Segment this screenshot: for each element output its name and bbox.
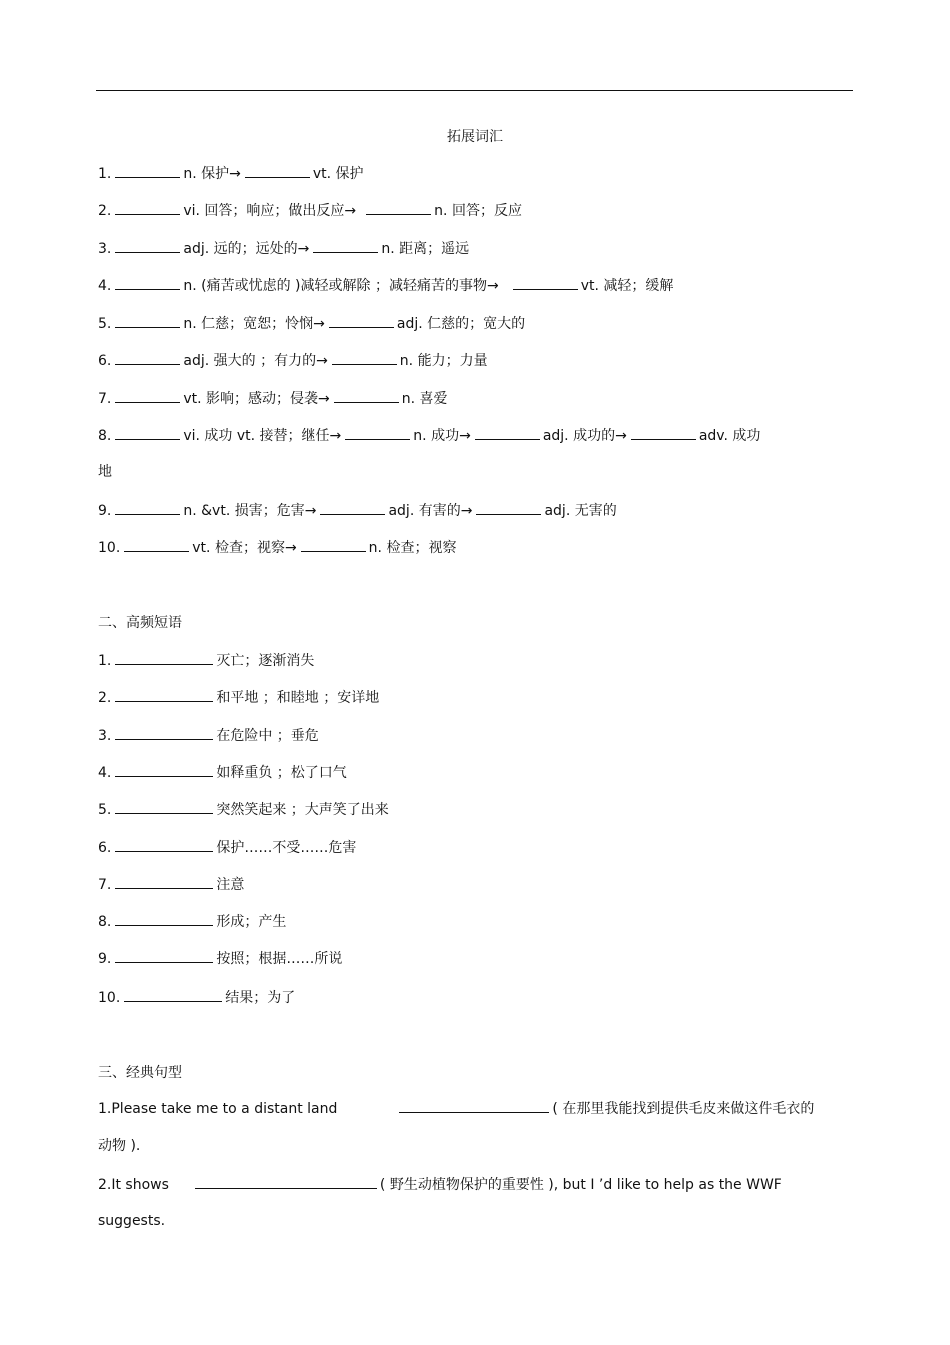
answer-blank[interactable]	[320, 501, 385, 515]
vocab-line-5	[98, 314, 525, 333]
vocab-line-8	[98, 426, 760, 445]
item-text: vt. 减轻；缓解	[580, 278, 674, 294]
item-text: adj. 仁慈的；宽大的	[396, 316, 526, 332]
item-text: n. 喜爱	[401, 391, 448, 407]
answer-blank[interactable]	[631, 426, 696, 440]
item-number: 9.	[98, 503, 112, 519]
item-text: 地	[98, 464, 112, 480]
item-number: 3.	[98, 241, 112, 257]
answer-blank[interactable]	[345, 426, 410, 440]
item-number: 2.	[98, 690, 112, 706]
phrase-line-10	[98, 988, 295, 1007]
vocab-line-1	[98, 164, 364, 183]
answer-blank[interactable]	[334, 389, 399, 403]
item-text: adj. 无害的	[544, 503, 617, 519]
item-number: 3.	[98, 728, 112, 744]
item-text: adj. 强大的 ；有力的→	[183, 353, 328, 369]
sentence-text: ( 在那里我能找到提供毛皮来做这件毛衣的	[552, 1101, 815, 1117]
item-text: 在危险中 ；垂危	[216, 728, 319, 744]
answer-blank[interactable]	[332, 351, 397, 365]
item-text: n. 回答；反应	[434, 203, 522, 219]
item-text: vt. 保护	[312, 166, 364, 182]
item-text: 灭亡；逐渐消失	[216, 653, 315, 669]
item-text: n. &vt. 损害；危害→	[183, 503, 317, 519]
answer-blank[interactable]	[399, 1099, 549, 1113]
section-title: 拓展词汇	[447, 129, 503, 145]
sentence-text: 1.Please take me to a distant land	[98, 1101, 338, 1117]
item-text: 保护……不受……危害	[216, 840, 357, 856]
item-text: 注意	[216, 877, 245, 893]
phrase-line-5	[98, 800, 389, 819]
item-number: 7.	[98, 391, 112, 407]
item-number: 2.	[98, 203, 112, 219]
vocab-line-6	[98, 351, 488, 370]
answer-blank[interactable]	[124, 988, 222, 1002]
answer-blank[interactable]	[245, 164, 310, 178]
item-number: 10.	[98, 990, 121, 1006]
answer-blank[interactable]	[513, 276, 578, 290]
item-text: 结果；为了	[225, 990, 296, 1006]
answer-blank[interactable]	[115, 426, 180, 440]
answer-blank[interactable]	[115, 314, 180, 328]
item-number: 4.	[98, 278, 112, 294]
item-text: 形成；产生	[216, 914, 287, 930]
sentence-line-1-cont	[98, 1137, 140, 1155]
item-number: 10.	[98, 540, 121, 556]
item-text: vt. 检查；视察→	[192, 540, 297, 556]
item-text: 如释重负 ；松了口气	[216, 765, 347, 781]
item-text: adj. 远的；远处的→	[183, 241, 310, 257]
phrase-line-8	[98, 912, 286, 931]
item-number: 7.	[98, 877, 112, 893]
item-number: 6.	[98, 353, 112, 369]
phrase-line-4	[98, 763, 347, 782]
answer-blank[interactable]	[115, 875, 213, 889]
answer-blank[interactable]	[115, 164, 180, 178]
item-number: 6.	[98, 840, 112, 856]
item-number: 8.	[98, 428, 112, 444]
answer-blank[interactable]	[476, 501, 541, 515]
item-text: n. 检查；视察	[368, 540, 457, 556]
item-text: 突然笑起来 ；大声笑了出来	[216, 802, 389, 818]
phrase-line-1	[98, 651, 314, 670]
sentence-line-2-cont	[98, 1212, 165, 1230]
phrase-line-3	[98, 726, 319, 745]
top-rule	[96, 90, 853, 91]
item-text: n. 仁慈；宽恕；怜悯→	[183, 316, 325, 332]
answer-blank[interactable]	[115, 201, 180, 215]
vocab-line-10	[98, 538, 456, 557]
answer-blank[interactable]	[115, 763, 213, 777]
section-heading: 二、高频短语	[98, 615, 182, 631]
item-text: n. 保护→	[183, 166, 241, 182]
item-text: vi. 回答；响应；做出反应→	[183, 203, 357, 219]
sentence-line-1	[98, 1099, 814, 1118]
sentence-text: 2.It shows	[98, 1177, 169, 1193]
item-number: 4.	[98, 765, 112, 781]
sentence-text: ( 野生动植物保护的重要性 ), but I ’d like to help as the WWF	[379, 1177, 782, 1193]
answer-blank[interactable]	[115, 351, 180, 365]
item-number: 1.	[98, 166, 112, 182]
vocab-line-9	[98, 501, 617, 520]
item-number: 5.	[98, 802, 112, 818]
sentence-text: suggests.	[98, 1213, 166, 1229]
answer-blank[interactable]	[124, 538, 189, 552]
answer-blank[interactable]	[195, 1175, 377, 1189]
vocab-line-3	[98, 239, 469, 258]
vocab-line-4	[98, 276, 673, 295]
answer-blank[interactable]	[115, 501, 180, 515]
item-text: adv. 成功	[698, 428, 761, 444]
vocab-line-8-cont	[98, 463, 112, 481]
answer-blank[interactable]	[475, 426, 540, 440]
answer-blank[interactable]	[301, 538, 366, 552]
item-number: 8.	[98, 914, 112, 930]
answer-blank[interactable]	[115, 276, 180, 290]
answer-blank[interactable]	[115, 912, 213, 926]
answer-blank[interactable]	[115, 239, 180, 253]
answer-blank[interactable]	[115, 651, 213, 665]
item-text: 和平地 ；和睦地 ；安详地	[216, 690, 380, 706]
vocab-line-7	[98, 389, 448, 408]
item-number: 5.	[98, 316, 112, 332]
item-text: n. 距离；遥远	[381, 241, 470, 257]
phrase-line-7	[98, 875, 244, 894]
item-text: adj. 有害的→	[388, 503, 473, 519]
item-text: vt. 影响；感动；侵袭→	[183, 391, 330, 407]
sentence-text: 动物 ).	[98, 1138, 141, 1154]
item-text: adj. 成功的→	[542, 428, 627, 444]
item-number: 1.	[98, 653, 112, 669]
answer-blank[interactable]	[313, 239, 378, 253]
item-text: n. 成功→	[413, 428, 471, 444]
answer-blank[interactable]	[366, 201, 431, 215]
answer-blank[interactable]	[115, 949, 213, 963]
answer-blank[interactable]	[115, 389, 180, 403]
item-number: 9.	[98, 951, 112, 967]
phrase-line-2	[98, 688, 379, 707]
phrase-line-9	[98, 949, 342, 968]
item-text: n. 能力；力量	[399, 353, 488, 369]
vocab-line-2	[98, 201, 522, 220]
section-heading: 三、经典句型	[98, 1065, 182, 1081]
answer-blank[interactable]	[115, 800, 213, 814]
answer-blank[interactable]	[115, 726, 213, 740]
item-text: 按照；根据……所说	[216, 951, 343, 967]
item-text: n. (痛苦或忧虑的 )减轻或解除 ；减轻痛苦的事物→	[183, 278, 499, 294]
phrase-line-6	[98, 838, 356, 857]
item-text: vi. 成功 vt. 接替；继任→	[183, 428, 342, 444]
answer-blank[interactable]	[115, 688, 213, 702]
answer-blank[interactable]	[115, 838, 213, 852]
answer-blank[interactable]	[329, 314, 394, 328]
sentence-line-2	[98, 1175, 782, 1194]
